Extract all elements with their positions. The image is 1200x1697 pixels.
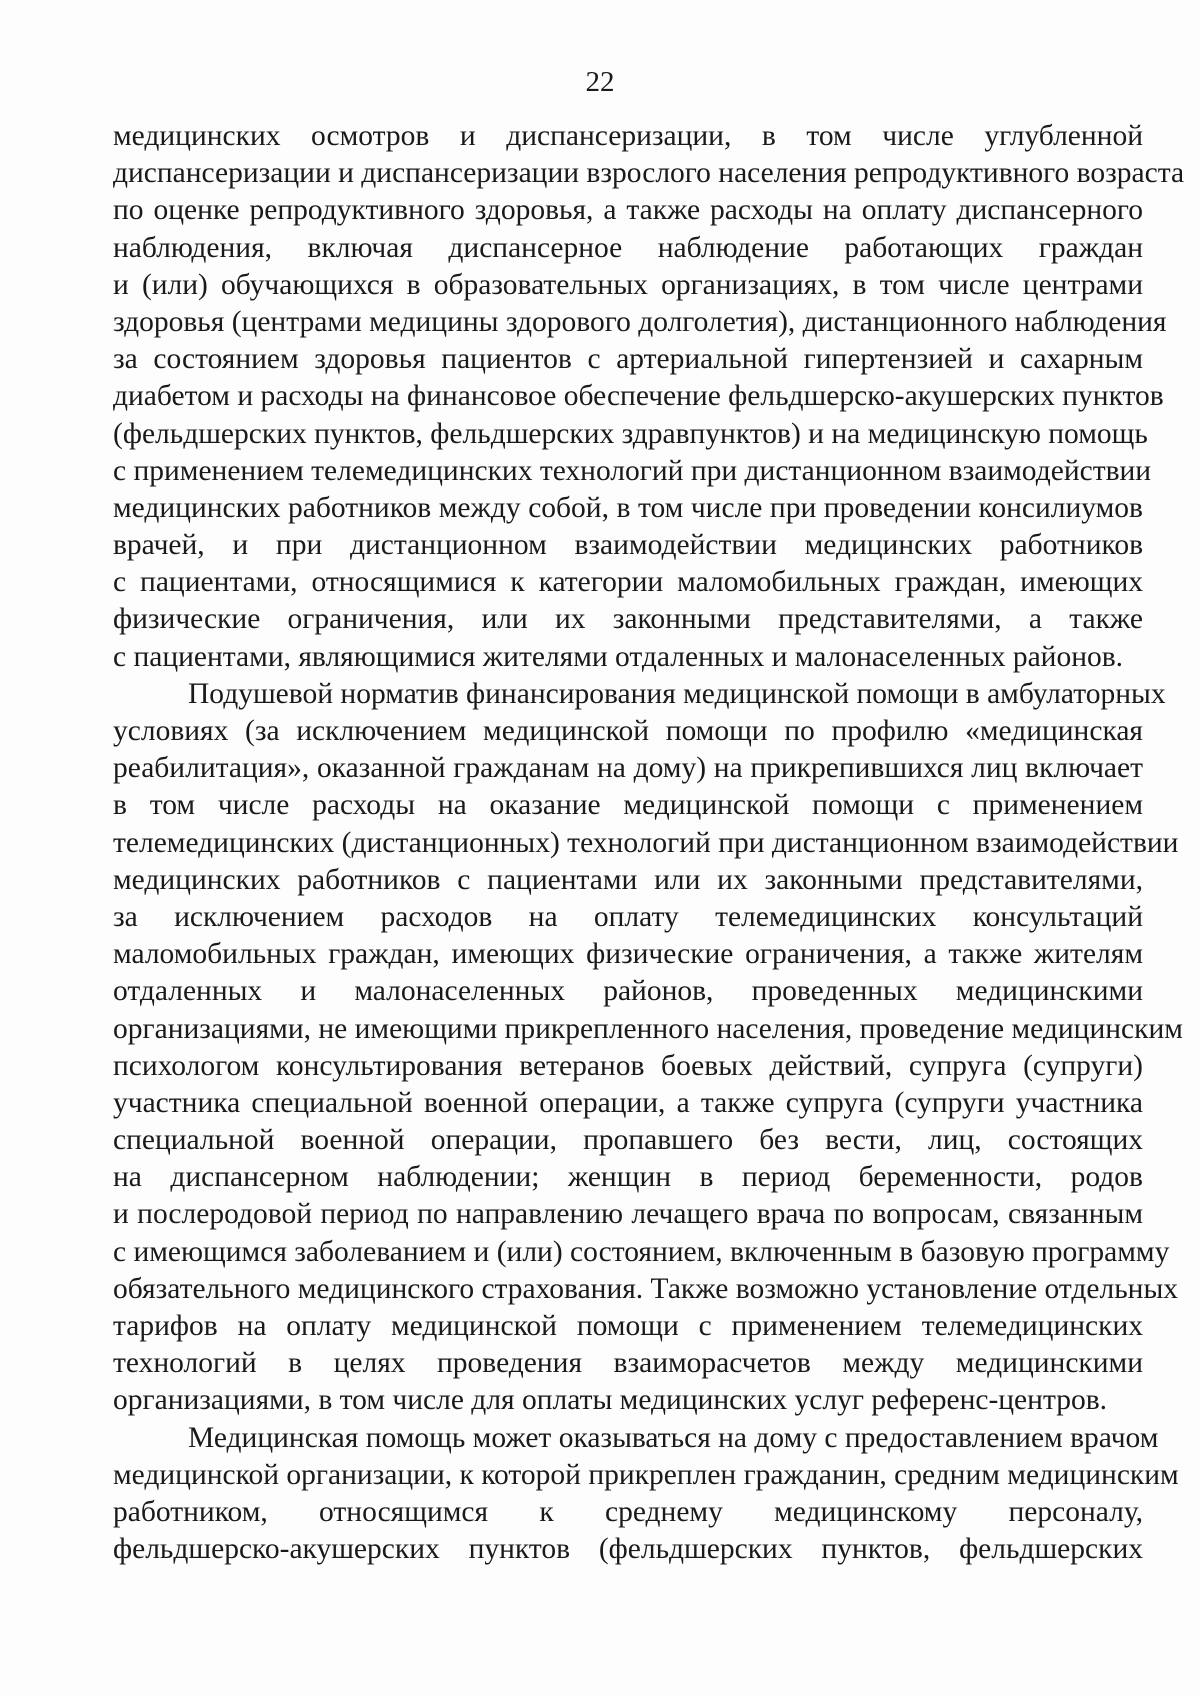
text-line: в том числе расходы на оказание медицинской помощи с применением — [113, 789, 1143, 822]
text-line: (фельдшерских пунктов, фельдшерских здравпунктов) и на медицинскую помощь — [113, 417, 1148, 450]
page-number: 22 — [585, 66, 615, 98]
paragraph-3 — [113, 1420, 1179, 1569]
text-line: маломобильных граждан, имеющих физические ограничения, а также жителям — [113, 938, 1143, 971]
text-line: врачей, и при дистанционном взаимодействии медицинских работников — [113, 529, 1143, 562]
text-line: за исключением расходов на оплату телемедицинских консультаций — [113, 900, 1143, 933]
text-line: наблюдения, включая диспансерное наблюдение работающих граждан — [113, 231, 1143, 264]
text-line: диабетом и расходы на финансовое обеспечение фельдшерско-акушерских пунктов — [113, 380, 1164, 413]
text-line: тарифов на оплату медицинской помощи с применением телемедицинских — [113, 1310, 1143, 1342]
text-line: с применением телемедицинских технологий при дистанционном взаимодействии — [113, 454, 1152, 487]
text-line: с имеющимся заболеванием и (или) состоянием, включенным в базовую программу — [113, 1235, 1170, 1268]
text-line: специальной военной операции, пропавшего без вести, лиц, состоящих — [113, 1124, 1143, 1157]
text-line: с пациентами, являющимися жителями отдаленных и малонаселенных районов. — [113, 640, 1124, 673]
text-line: работником, относящимся к среднему медицинскому персоналу, — [113, 1495, 1143, 1528]
text-line: организациями, не имеющими прикрепленного населения, проведение медицинским — [113, 1012, 1183, 1045]
document-body — [113, 118, 1185, 1568]
text-line: на диспансерном наблюдении; женщин в период беременности, родов — [113, 1161, 1143, 1194]
text-line: технологий в целях проведения взаиморасчетов между медицинскими — [113, 1347, 1143, 1380]
text-line: обязательного медицинского страхования. Также возможно установление отдельных — [113, 1272, 1179, 1305]
text-line: условиях (за исключением медицинской помощи по профилю «медицинская — [113, 715, 1143, 747]
text-line: отдаленных и малонаселенных районов, проведенных медицинскими — [113, 975, 1143, 1008]
text-line: и послеродовой период по направлению лечащего врача по вопросам, связанным — [113, 1198, 1143, 1231]
paragraph-2 — [113, 676, 1183, 1420]
text-line: медицинских работников между собой, в том числе при проведении консилиумов — [113, 491, 1143, 524]
text-line: медицинской организации, к которой прикреплен гражданин, средним медицинским — [113, 1458, 1179, 1491]
text-line: Подушевой норматив финансирования медицинской помощи в амбулаторных — [188, 677, 1166, 710]
text-line: Медицинская помощь может оказываться на дому с предоставлением врачом — [188, 1421, 1159, 1454]
text-line: здоровья (центрами медицины здорового долголетия), дистанционного наблюдения — [113, 305, 1167, 338]
text-line: участника специальной военной операции, а также супруга (супруги участника — [113, 1086, 1143, 1119]
text-line: и (или) обучающихся в образовательных организациях, в том числе центрами — [113, 268, 1143, 301]
text-line: организациями, в том числе для оплаты медицинских услуг референс-центров. — [113, 1384, 1107, 1417]
text-line: психологом консультирования ветеранов боевых действий, супруга (супруги) — [113, 1049, 1143, 1082]
text-line: диспансеризации и диспансеризации взрослого населения репродуктивного возраста — [113, 157, 1185, 190]
text-line: фельдшерско-акушерских пунктов (фельдшерских пунктов, фельдшерских — [113, 1533, 1143, 1566]
text-line: медицинских работников с пациентами или их законными представителями, — [113, 863, 1143, 896]
text-line: за состоянием здоровья пациентов с артериальной гипертензией и сахарным — [113, 343, 1143, 376]
text-line: с пациентами, относящимися к категории маломобильных граждан, имеющих — [113, 566, 1143, 599]
text-line: медицинских осмотров и диспансеризации, в том числе углубленной — [113, 120, 1143, 152]
text-line: телемедицинских (дистанционных) технологий при дистанционном взаимодействии — [113, 826, 1179, 859]
text-line: реабилитация», оказанной гражданам на дому) на прикрепившихся лиц включает — [113, 752, 1143, 785]
paragraph-1 — [113, 118, 1185, 676]
text-line: физические ограничения, или их законными представителями, а также — [113, 603, 1143, 636]
text-line: по оценке репродуктивного здоровья, а также расходы на оплату диспансерного — [113, 194, 1143, 227]
